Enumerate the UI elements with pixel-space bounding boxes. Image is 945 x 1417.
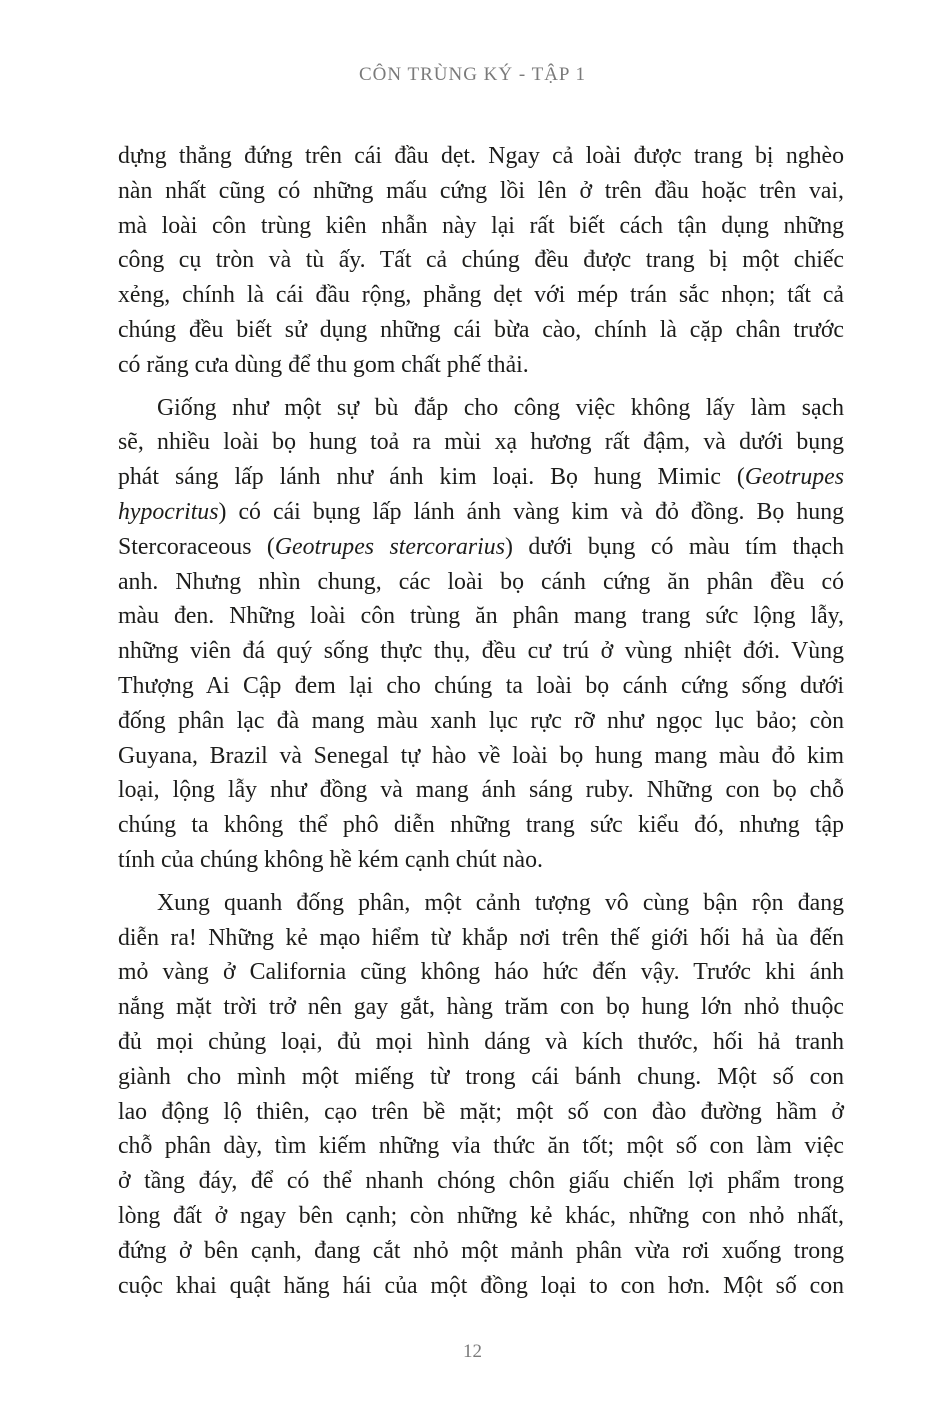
text-line: phát sáng lấp lánh như ánh kim loại. Bọ hung Mimic (Geotrupes (118, 464, 844, 491)
text-line: anh. Nhưng nhìn chung, các loài bọ cánh cứng ăn phân đều có (118, 568, 844, 595)
text-line: diễn ra! Những kẻ mạo hiểm từ khắp nơi trên thế giới hối hả ùa đến (118, 924, 844, 951)
text-line: nàn nhất cũng có những mấu cứng lồi lên ở trên đầu hoặc trên vai, (118, 177, 844, 204)
text-line: giành cho mình một miếng từ trong cái bánh chung. Một số con (118, 1063, 844, 1090)
text-line: nắng mặt trời trở nên gay gắt, hàng trăm con bọ hung lớn nhỏ thuộc (118, 994, 844, 1021)
text-line: xẻng, chính là cái đầu rộng, phẳng dẹt với mép trán sắc nhọn; tất cả (118, 282, 844, 309)
text-line: tính của chúng không hề kém cạnh chút nào. (118, 846, 543, 873)
text-line: cuộc khai quật hăng hái của một đồng loại to con hơn. Một số con (118, 1272, 844, 1299)
paragraph (118, 391, 844, 878)
text-line: lao động lộ thiên, cạo trên bề mặt; một số con đào đường hầm ở (118, 1098, 844, 1125)
text-line: Xung quanh đống phân, một cảnh tượng vô cùng bận rộn đang (157, 889, 844, 916)
text-line: chỗ phân dày, tìm kiếm những vỉa thức ăn tốt; một số con làm việc (118, 1133, 844, 1160)
paragraph (118, 139, 844, 383)
text-line: màu đen. Những loài côn trùng ăn phân mang trang sức lộng lẫy, (118, 603, 844, 630)
text-line: sẽ, nhiều loài bọ hung toả ra mùi xạ hương rất đậm, và dưới bụng (118, 429, 844, 456)
text-line: hypocritus) có cái bụng lấp lánh ánh vàng kim và đỏ đồng. Bọ hung (118, 498, 844, 525)
text-line: ở tầng đáy, để có thể nhanh chóng chôn giấu chiến lợi phẩm trong (118, 1168, 844, 1195)
text-line: Stercoraceous (Geotrupes stercorarius) dưới bụng có màu tím thạch (118, 533, 844, 560)
page-number: 12 (463, 1341, 482, 1362)
text-line: Giống như một sự bù đắp cho công việc không lấy làm sạch (157, 394, 844, 421)
running-header: CÔN TRÙNG KÝ - TẬP 1 (358, 64, 587, 85)
text-line: loại, lộng lẫy như đồng và mang ánh sáng ruby. Những con bọ chỗ (118, 777, 844, 804)
text-line: chúng ta không thể phô diễn những trang sức kiểu đó, nhưng tập (118, 812, 844, 839)
text-line: đủ mọi chủng loại, đủ mọi hình dáng và kích thước, hối hả tranh (118, 1028, 844, 1055)
text-line: lòng đất ở ngay bên cạnh; còn những kẻ khác, những con nhỏ nhất, (118, 1202, 844, 1229)
text-line: công cụ tròn và tù ấy. Tất cả chúng đều được trang bị một chiếc (118, 247, 844, 274)
text-line: có răng cưa dùng để thu gom chất phế thải. (118, 351, 529, 378)
text-line: Thượng Ai Cập đem lại cho chúng ta loài bọ cánh cứng sống dưới (118, 672, 844, 699)
text-line: đứng ở bên cạnh, đang cắt nhỏ một mảnh phân vừa rơi xuống trong (118, 1237, 844, 1264)
text-line: những viên đá quý sống thực thụ, đều cư trú ở vùng nhiệt đới. Vùng (118, 638, 844, 665)
text-line: dựng thẳng đứng trên cái đầu dẹt. Ngay cả loài được trang bị nghèo (118, 143, 844, 169)
text-line: mà loài côn trùng kiên nhẫn này lại rất biết cách tận dụng những (118, 212, 844, 239)
text-line: đống phân lạc đà mang màu xanh lục rực rỡ như ngọc lục bảo; còn (118, 707, 844, 734)
text-line: chúng đều biết sử dụng những cái bừa cào, chính là cặp chân trước (118, 316, 844, 343)
paragraph (118, 886, 844, 1304)
body-text (118, 139, 844, 1303)
text-line: mỏ vàng ở California cũng không háo hức đến vậy. Trước khi ánh (118, 959, 844, 986)
text-line: Guyana, Brazil và Senegal tự hào về loài bọ hung mang màu đỏ kim (118, 742, 844, 769)
